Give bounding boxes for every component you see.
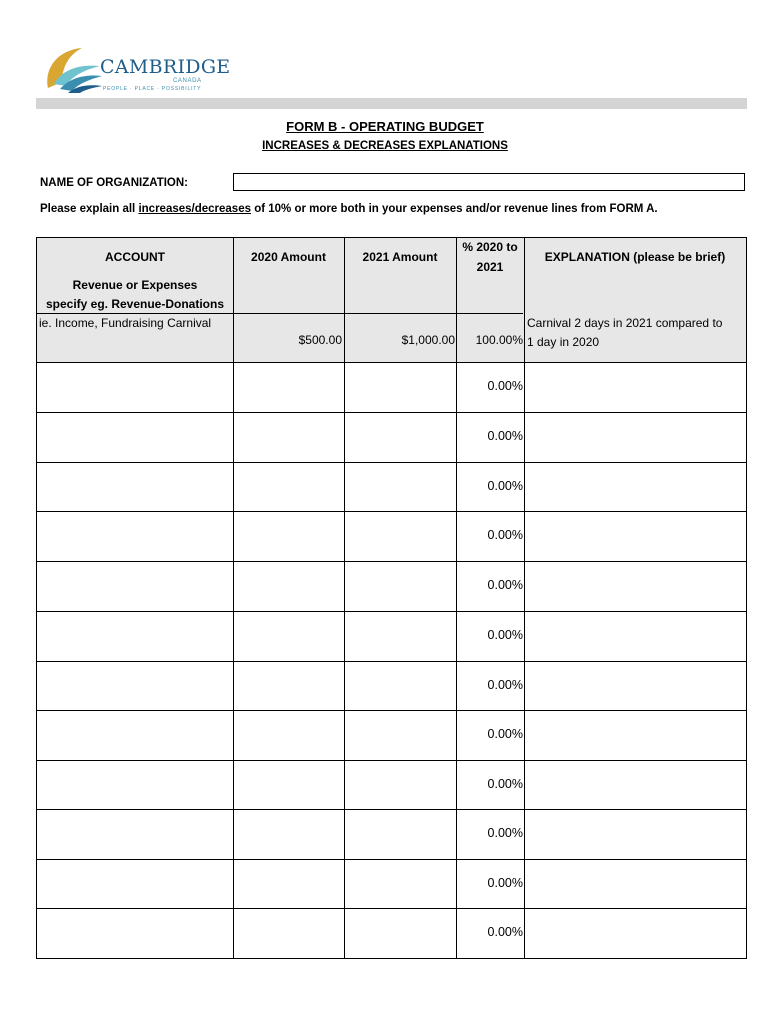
explanation-input[interactable] (527, 614, 744, 658)
instruction-part-1: Please explain all (40, 203, 139, 215)
instruction-underlined: increases/decreases (138, 203, 251, 215)
row-divider (37, 760, 746, 761)
account-input[interactable] (39, 664, 231, 707)
pct-change-value: 0.00% (487, 826, 523, 840)
amount-2020-input[interactable] (236, 664, 342, 707)
form-title: FORM B - OPERATING BUDGET (286, 119, 484, 134)
organization-label: NAME OF ORGANIZATION: (40, 177, 188, 189)
account-input[interactable] (39, 415, 231, 459)
pct-change-value: 0.00% (487, 678, 523, 692)
pct-change-value: 0.00% (487, 479, 523, 493)
account-input[interactable] (39, 812, 231, 856)
amount-2020-input[interactable] (236, 911, 342, 955)
example-explanation-line1: Carnival 2 days in 2021 compared to (527, 316, 723, 330)
row-divider (37, 611, 746, 612)
budget-table (36, 237, 747, 959)
account-input[interactable] (39, 465, 231, 508)
amount-2020-input[interactable] (236, 614, 342, 658)
header-bar (36, 98, 747, 109)
row-divider (37, 462, 746, 463)
account-input[interactable] (39, 911, 231, 955)
example-account: ie. Income, Fundraising Carnival (39, 316, 212, 330)
organization-name-input[interactable] (233, 173, 745, 191)
header-account: ACCOUNT (105, 250, 165, 264)
explanation-input[interactable] (527, 564, 744, 608)
explanation-input[interactable] (527, 664, 744, 707)
explanation-input[interactable] (527, 862, 744, 905)
pct-change-value: 0.00% (487, 777, 523, 791)
header-pct-line1: % 2020 to (462, 240, 518, 254)
pct-change-value: 0.00% (487, 925, 523, 939)
cambridge-logo (40, 42, 231, 94)
form-subtitle: INCREASES & DECREASES EXPLANATIONS (262, 140, 508, 152)
row-divider (37, 908, 746, 909)
amount-2020-input[interactable] (236, 514, 342, 558)
account-input[interactable] (39, 763, 231, 806)
amount-2020-input[interactable] (236, 812, 342, 856)
row-divider (37, 561, 746, 562)
account-input[interactable] (39, 564, 231, 608)
account-input[interactable] (39, 862, 231, 905)
explanation-input[interactable] (527, 514, 744, 558)
row-divider (37, 809, 746, 810)
logo-tagline: PEOPLE · PLACE · POSSIBILITY (103, 86, 202, 92)
instruction-text (40, 203, 658, 215)
pct-change-value: 0.00% (487, 429, 523, 443)
example-2020-amount: $500.00 (298, 333, 342, 347)
explanation-input[interactable] (527, 911, 744, 955)
amount-2020-input[interactable] (236, 713, 342, 757)
wave-emblem-icon (40, 42, 104, 94)
pct-change-value: 0.00% (487, 876, 523, 890)
row-divider (37, 859, 746, 860)
account-input[interactable] (39, 514, 231, 558)
header-2020-amount: 2020 Amount (251, 250, 326, 264)
header-pct-line2: 2021 (476, 260, 504, 274)
row-divider (37, 661, 746, 662)
header-account-sub1: Revenue or Expenses (72, 278, 198, 292)
pct-change-value: 0.00% (487, 628, 523, 642)
amount-2020-input[interactable] (236, 465, 342, 508)
header-explanation: EXPLANATION (please be brief) (544, 250, 726, 264)
row-divider (37, 511, 746, 512)
explanation-input[interactable] (527, 713, 744, 757)
amount-2020-input[interactable] (236, 365, 342, 409)
example-2021-amount: $1,000.00 (401, 333, 455, 347)
row-divider (37, 710, 746, 711)
amount-2020-input[interactable] (236, 415, 342, 459)
row-divider (37, 412, 746, 413)
explanation-input[interactable] (527, 763, 744, 806)
instruction-part-2: of 10% or more both in your expenses and/or revenue lines from FORM A. (251, 203, 658, 215)
explanation-input[interactable] (527, 365, 744, 409)
account-input[interactable] (39, 365, 231, 409)
pct-change-value: 0.00% (487, 379, 523, 393)
pct-change-value: 0.00% (487, 727, 523, 741)
account-input[interactable] (39, 614, 231, 658)
row-divider (37, 362, 746, 363)
header-2021-amount: 2021 Amount (362, 250, 438, 264)
amount-2020-input[interactable] (236, 862, 342, 905)
amount-2020-input[interactable] (236, 564, 342, 608)
column-divider (524, 238, 525, 958)
header-account-sub2: specify eg. Revenue-Donations (45, 297, 225, 311)
explanation-input[interactable] (527, 415, 744, 459)
logo-wordmark: CAMBRIDGE (100, 56, 231, 78)
pct-change-value: 0.00% (487, 578, 523, 592)
explanation-input[interactable] (527, 812, 744, 856)
explanation-input[interactable] (527, 465, 744, 508)
example-explanation-line2: 1 day in 2020 (527, 335, 600, 349)
account-input[interactable] (39, 713, 231, 757)
pct-change-value: 0.00% (487, 528, 523, 542)
logo-country: CANADA (173, 78, 202, 84)
example-pct: 100.00% (475, 333, 523, 347)
amount-2020-input[interactable] (236, 763, 342, 806)
